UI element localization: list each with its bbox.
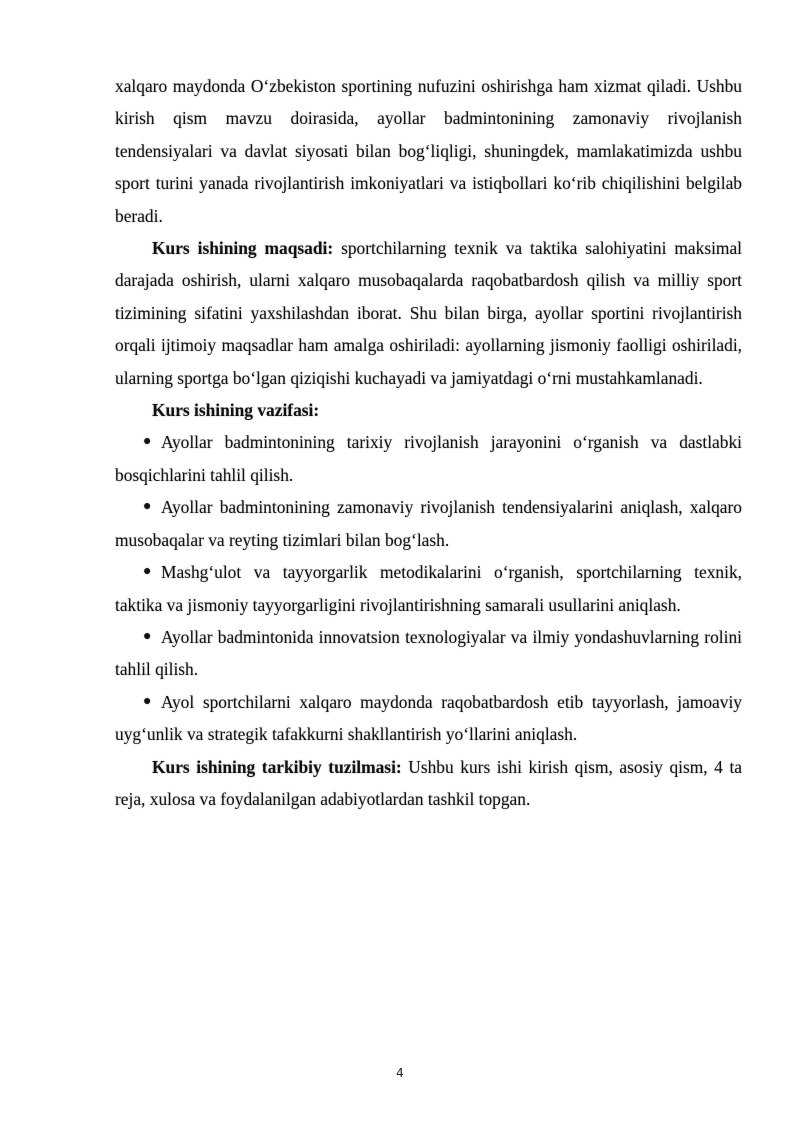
bullet-icon: ● [143,434,152,450]
task-text: Mashg‘ulot va tayyorgarlik metodikalarini o‘rganish, sportchilarning texnik, taktika va jismoniy tayyorgarligini rivojlantirishning samarali usullarini aniqlash. [115,562,742,615]
task-text: Ayollar badmintonida innovatsion texnologiyalar va ilmiy yondashuvlarning rolini tahlil qilish. [115,626,742,680]
bullet-icon: ● [143,564,152,580]
task-list-item [115,491,742,556]
task-list-item [115,556,742,621]
document-page [115,70,742,815]
intro-continuation-paragraph: xalqaro maydonda O‘zbekiston sportining nufuzini oshirishga ham xizmat qiladi. Ushbu kirish qism mavzu doirasida, ayollar badmintonining zamonaviy rivojlanish tendensiyalari va davlat siyosati bilan bog‘liqligi, shuningdek, mamlakatimizda ushbu sport turini yanada rivojlantirish imkoniyatlari va istiqbollari ko‘rib chiqilishini belgilab beradi. [115,76,742,226]
task-text: Ayollar badmintonining zamonaviy rivojlanish tendensiyalarini aniqlash, xalqaro musobaqalar va reyting tizimlari bilan bog‘lash. [115,497,742,550]
goal-paragraph [115,232,742,394]
structure-paragraph [115,751,742,816]
structure-label: Kurs ishining tarkibiy tuzilmasi: [152,756,402,777]
bullet-icon: ● [143,693,152,709]
bullet-icon: ● [143,628,152,644]
goal-label: Kurs ishining maqsadi: [152,238,334,259]
task-text: Ayollar badmintonining tarixiy rivojlanish jarayonini o‘rganish va dastlabki bosqichlarini tahlil qilish. [115,432,742,485]
goal-text: sportchilarning texnik va taktika salohiyatini maksimal darajada oshirish, ularni xalqaro musobaqalarda raqobatbardosh qilish va milliy sport tizimining sifatini yaxshilashdan iborat. Shu bilan birga, ayollar sportini rivojlantirish orqali ijtimoiy maqsadlar ham amalga oshiriladi: ayollarning jismoniy faolligi oshiriladi, ularning sportga bo‘lgan qiziqishi kuchayadi va jamiyatdagi o‘rni mustahkamlanadi. [115,238,742,388]
task-list-item [115,426,742,491]
task-list-item [115,621,742,686]
page-number: 4 [396,1066,404,1080]
structure-text: Ushbu kurs ishi kirish qism, asosiy qism, 4 ta reja, xulosa va foydalanilgan adabiyotlardan tashkil topgan. [115,756,742,809]
bullet-icon: ● [143,499,152,515]
task-text: Ayol sportchilarni xalqaro maydonda raqobatbardosh etib tayyorlash, jamoaviy uyg‘unlik va strategik tafakkurni shakllantirish yo‘llarini aniqlash. [115,691,742,745]
task-list-item [115,686,742,751]
tasks-heading: Kurs ishining vazifasi: [152,400,320,421]
